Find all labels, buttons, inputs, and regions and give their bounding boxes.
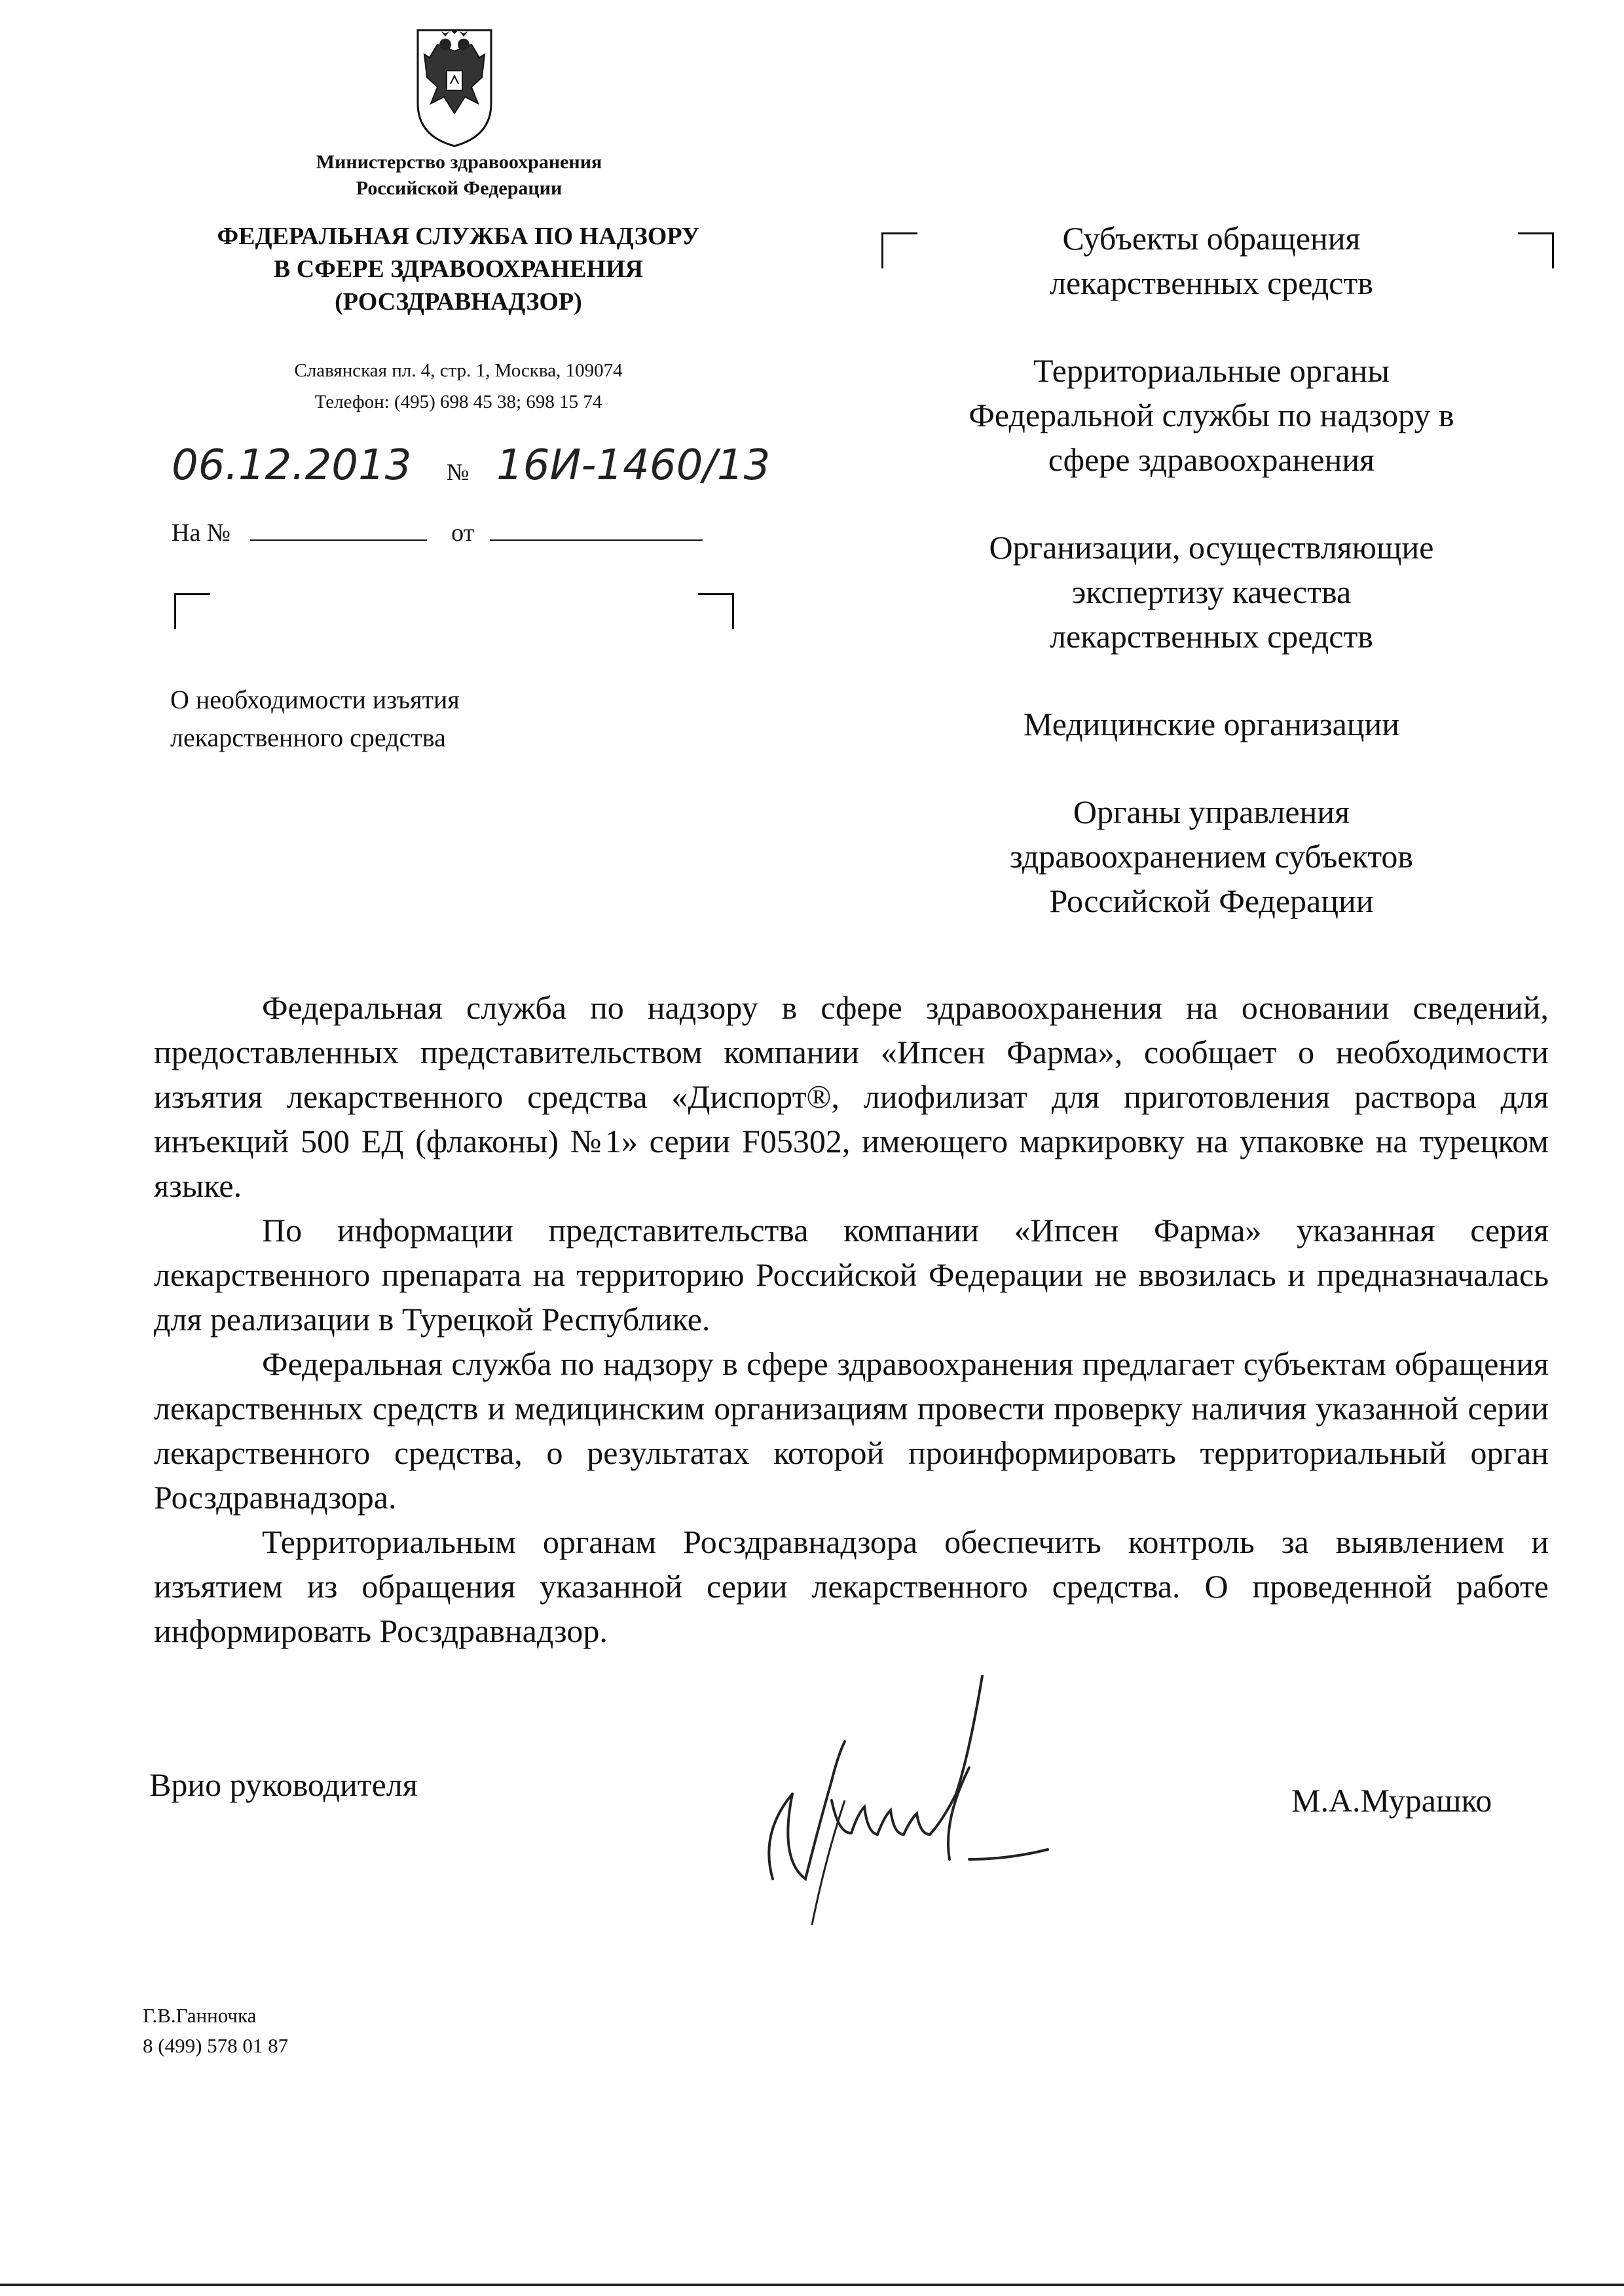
handwritten-signature	[733, 1663, 1061, 1925]
recipient-line: Организации, осуществляющие	[989, 529, 1434, 566]
recipient-line: экспертизу качества	[1071, 574, 1352, 610]
recipient-line: Субъекты обращения	[1062, 220, 1361, 257]
recipient-group	[884, 702, 1539, 746]
recipient-group	[884, 525, 1539, 659]
ministry-line: Министерство здравоохранения	[316, 151, 602, 173]
ref-date-blank	[490, 517, 703, 541]
reference-line	[172, 517, 761, 549]
subject-bracket-right	[698, 593, 734, 629]
recipient-group	[884, 790, 1539, 923]
ministry-heading	[216, 149, 702, 202]
address-block	[196, 355, 720, 418]
service-line: ФЕДЕРАЛЬНАЯ СЛУЖБА ПО НАДЗОРУ	[217, 223, 700, 250]
ref-number-blank	[250, 517, 427, 541]
performer-phone: 8 (499) 578 01 87	[143, 2034, 289, 2057]
recipient-group	[884, 216, 1539, 305]
recipient-line: здравоохранением субъектов	[1009, 838, 1414, 875]
body-paragraph: Территориальным органам Росздравнадзора обеспечить контроль за выявлением и изъятием из обращения указанной серии лекарственного средства. О проведенной работе информировать Росздравнадзор.	[154, 1523, 1549, 1649]
service-line: (РОСЗДРАВНАДЗОР)	[335, 288, 582, 316]
scan-edge-line	[0, 2284, 1624, 2286]
recipients-block	[884, 216, 1539, 966]
body-paragraph: Федеральная служба по надзору в сфере здравоохранения на основании сведений, предоставленных представительством компании «Ипсен Фарма», сообщает о необходимости изъятия лекарственного средства «Диспорт®, лиофилизат для приготовления раствора для инъекций 500 ЕД (флаконы) №1» серии F05302, имеющего маркировку на упаковке на турецком языке.	[154, 989, 1549, 1204]
subject	[170, 681, 629, 757]
subject-line: лекарственного средства	[170, 723, 446, 752]
recipient-line: Территориальные органы	[1033, 352, 1390, 389]
registration-date: 06.12.2013	[172, 441, 412, 490]
signatory-name: М.А.Мурашко	[1291, 1782, 1492, 1819]
russian-coat-of-arms-icon	[411, 25, 498, 149]
phone: Телефон: (495) 698 45 38; 698 15 74	[314, 392, 602, 412]
signatory-title: Врио руководителя	[149, 1766, 418, 1803]
subject-line: О необходимости изъятия	[170, 685, 460, 714]
recipient-line: сфере здравоохранения	[1048, 441, 1375, 478]
registration-number: 16И-1460/13	[496, 441, 771, 490]
ref-label: На №	[172, 519, 231, 547]
body-paragraph: Федеральная служба по надзору в сфере здравоохранения предлагает субъектам обращения лекарственных средств и медицинским организациям провести проверку наличия указанной серии лекарственного средства, о результатах которой проинформировать территориальный орган Росздравнадзора.	[154, 1345, 1549, 1516]
performer-block	[143, 2001, 288, 2061]
recipient-group	[884, 348, 1539, 482]
recipient-line: Медицинские организации	[1023, 706, 1400, 742]
address: Славянская пл. 4, стр. 1, Москва, 109074	[294, 360, 623, 381]
ministry-line: Российской Федерации	[356, 177, 563, 199]
recipient-line: Федеральной службы по надзору в	[969, 397, 1454, 433]
recipient-line: лекарственных средств	[1050, 264, 1373, 301]
ref-from-label: от	[451, 519, 475, 547]
service-line: В СФЕРЕ ЗДРАВООХРАНЕНИЯ	[273, 255, 644, 283]
subject-bracket-left	[174, 593, 210, 629]
performer-name: Г.В.Ганночка	[143, 2004, 257, 2027]
letter-body	[154, 985, 1549, 1653]
recipient-line: Органы управления	[1073, 793, 1350, 830]
service-heading	[157, 220, 760, 318]
recipient-line: Российской Федерации	[1049, 883, 1374, 919]
number-sign: №	[447, 459, 470, 485]
body-paragraph: По информации представительства компании «Ипсен Фарма» указанная серия лекарственного препарата на территорию Российской Федерации не ввозилась и предназначалась для реализации в Турецкой Республике.	[154, 1212, 1549, 1338]
recipient-line: лекарственных средств	[1050, 618, 1373, 655]
